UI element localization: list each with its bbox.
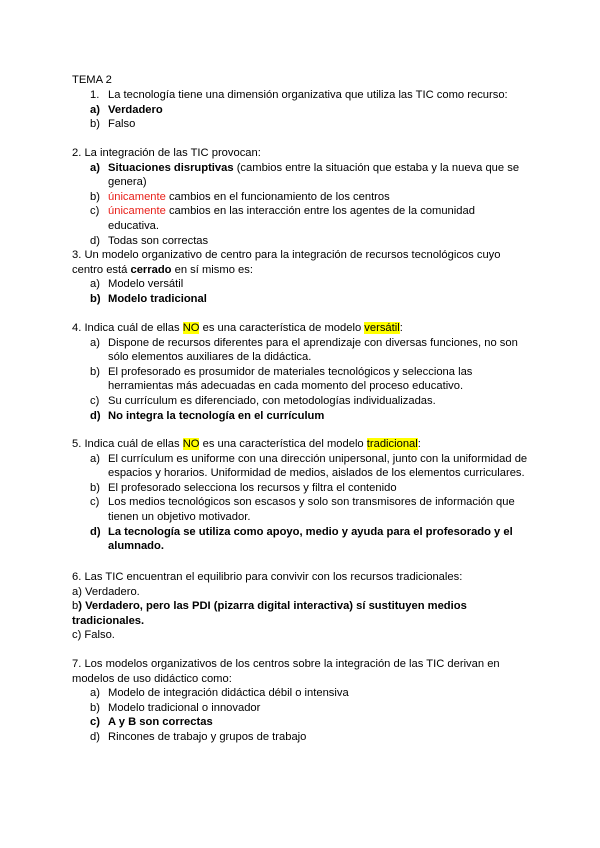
option-b: b) El profesorado es prosumidor de materiales tecnológicos y selecciona las herramientas más adecuadas en cada momento del proceso educativo. bbox=[90, 365, 473, 393]
option-a: a) Dispone de recursos diferentes para el aprendizaje con diversas funciones, no son sólo elementos auxiliares de la didáctica. bbox=[90, 336, 518, 364]
question-5 bbox=[72, 437, 528, 554]
question-stem: 3. Un modelo organizativo de centro para la integración de recursos tecnológicos cuyo centro está cerrado en sí mismo es: bbox=[72, 249, 501, 276]
option-d: d) Rincones de trabajo y grupos de trabajo bbox=[90, 730, 307, 743]
question-stem: 7. Los modelos organizativos de los centros sobre la integración de las TIC derivan en modelos de uso didáctico como: bbox=[72, 658, 500, 685]
option-a: a) Verdadero bbox=[90, 103, 163, 116]
question-stem: 2. La integración de las TIC provocan: bbox=[72, 147, 261, 159]
option-c: c) Falso. bbox=[72, 629, 115, 642]
question-2 bbox=[72, 146, 528, 248]
option-a: a) Modelo de integración didáctica débil o intensiva bbox=[90, 687, 349, 700]
option-c: c) Su currículum es diferenciado, con metodologías individualizadas. bbox=[90, 394, 436, 407]
option-b: b) Falso bbox=[90, 118, 136, 131]
document-title: TEMA 2 bbox=[72, 74, 112, 86]
option-c: c) únicamente cambios en las interacción entre los agentes de la comunidad educativa. bbox=[90, 205, 475, 232]
question-stem: 4. Indica cuál de ellas NO es una característica de modelo versátil: bbox=[72, 322, 403, 334]
highlight-no: NO bbox=[182, 438, 200, 450]
option-b: b) El profesorado selecciona los recursos y filtra el contenido bbox=[90, 481, 397, 494]
highlight-versatil: versátil bbox=[364, 322, 400, 334]
question-stem: 5. Indica cuál de ellas NO es una característica del modelo tradicional: bbox=[72, 438, 421, 450]
question-1 bbox=[72, 88, 528, 132]
question-4 bbox=[72, 321, 528, 423]
option-a: a) Modelo versátil bbox=[90, 278, 184, 291]
option-b: b) Verdadero, pero las PDI (pizarra digital interactiva) sí sustituyen medios tradicionales. bbox=[72, 600, 467, 627]
question-3 bbox=[72, 248, 528, 306]
question-7 bbox=[72, 657, 528, 745]
option-d: d) Todas son correctas bbox=[90, 234, 209, 247]
question-6 bbox=[72, 570, 528, 643]
highlight-tradicional: tradicional bbox=[366, 438, 418, 450]
question-stem: 1. La tecnología tiene una dimensión organizativa que utiliza las TIC como recurso: bbox=[90, 89, 508, 101]
option-a: a) Situaciones disruptivas (cambios entre la situación que estaba y la nueva que se genera) bbox=[90, 161, 520, 189]
highlight-no: NO bbox=[182, 322, 200, 334]
option-b: b) Modelo tradicional bbox=[90, 292, 207, 305]
option-a: a) El currículum es uniforme con una dirección unipersonal, junto con la uniformidad de espacios y horarios. Uniformidad de medios, aislados de los elementos curriculares. bbox=[90, 452, 528, 480]
question-stem: 6. Las TIC encuentran el equilibrio para convivir con los recursos tradicionales: bbox=[72, 571, 463, 583]
option-c: c) Los medios tecnológicos son escasos y solo son transmisores de información que tienen un objetivo motivador. bbox=[90, 496, 515, 523]
option-a: a) Verdadero. bbox=[72, 585, 140, 598]
option-d: d) No integra la tecnología en el currículum bbox=[90, 409, 325, 422]
option-b: b) Modelo tradicional o innovador bbox=[90, 701, 261, 714]
option-c: c) A y B son correctas bbox=[90, 716, 213, 729]
option-b: b) únicamente cambios en el funcionamiento de los centros bbox=[90, 190, 390, 203]
option-d: d) La tecnología se utiliza como apoyo, medio y ayuda para el profesorado y el alumnado. bbox=[90, 525, 513, 553]
